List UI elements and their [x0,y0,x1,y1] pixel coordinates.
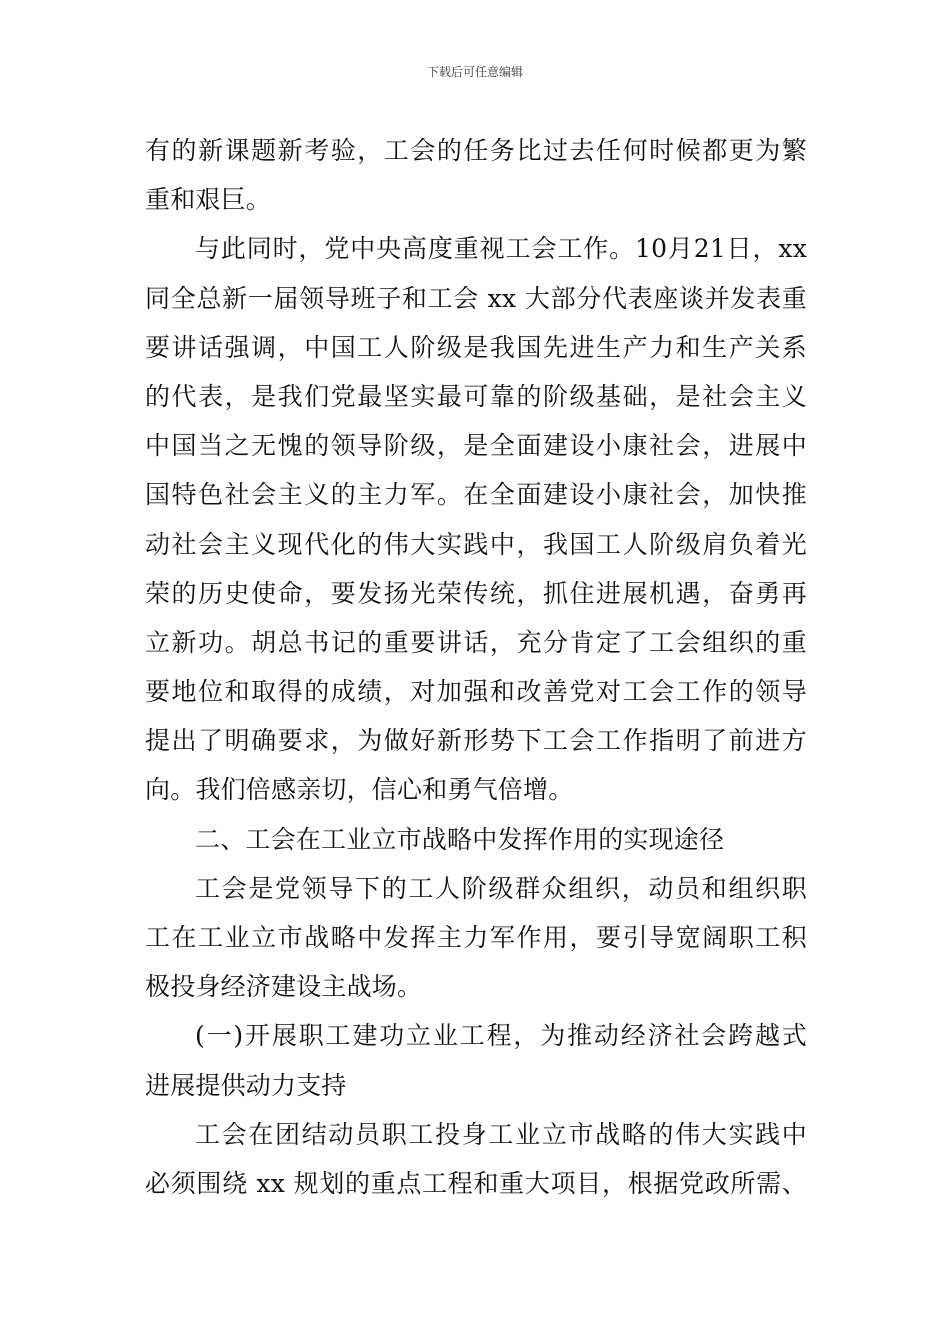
text-line: 有的新课题新考验，工会的任务比过去任何时候都更为繁 [145,136,807,165]
text-line: 立新功。胡总书记的重要讲话，充分肯定了工会组织的重 [145,627,807,657]
text-line: 同全总新一届领导班子和工会 xx 大部分代表座谈并发表重 [145,283,807,313]
text-line: 的代表，是我们党最坚实最可靠的阶级基础，是社会主义 [145,381,807,411]
page-header: 下载后可任意编辑 [426,65,523,79]
text-line: 动社会主义现代化的伟大实践中，我国工人阶级肩负着光 [145,529,807,559]
text-line: 与此同时，党中央高度重视工会工作。10月21日，xx [195,234,807,264]
text-line: 要地位和取得的成绩，对加强和改善党对工会工作的领导 [145,677,807,707]
text-line: 荣的历史使命，要发扬光荣传统，抓住进展机遇，奋勇再 [145,578,807,608]
text-line: 工会在团结动员职工投身工业立市战略的伟大实践中 [195,1119,807,1149]
text-line: 国特色社会主义的主力军。在全面建设小康社会，加快推 [145,480,807,510]
text-line: 提出了明确要求，为做好新形势下工会工作指明了前进方 [145,726,807,756]
subsection-heading: 进展提供动力支持 [145,1070,347,1100]
subsection-heading: (一)开展职工建功立业工程，为推动经济社会跨越式 [195,1021,807,1051]
text-line: 向。我们倍感亲切，信心和勇气倍增。 [145,775,574,805]
text-line: 中国当之无愧的领导阶级，是全面建设小康社会，进展中 [145,431,807,461]
text-line: 极投身经济建设主战场。 [145,972,423,1002]
document-body [145,126,807,1208]
text-line: 工会是党领导下的工人阶级群众组织，动员和组织职 [195,873,807,903]
text-line: 工在工业立市战略中发挥主力军作用，要引导宽阔职工积 [145,923,807,952]
text-line: 重和艰巨。 [145,185,272,215]
text-line: 要讲话强调，中国工人阶级是我国先进生产力和生产关系 [145,332,807,362]
section-heading: 二、工会在工业立市战略中发挥作用的实现途径 [195,824,725,854]
text-line: 必须围绕 xx 规划的重点工程和重大项目，根据党政所需、 [145,1168,807,1198]
